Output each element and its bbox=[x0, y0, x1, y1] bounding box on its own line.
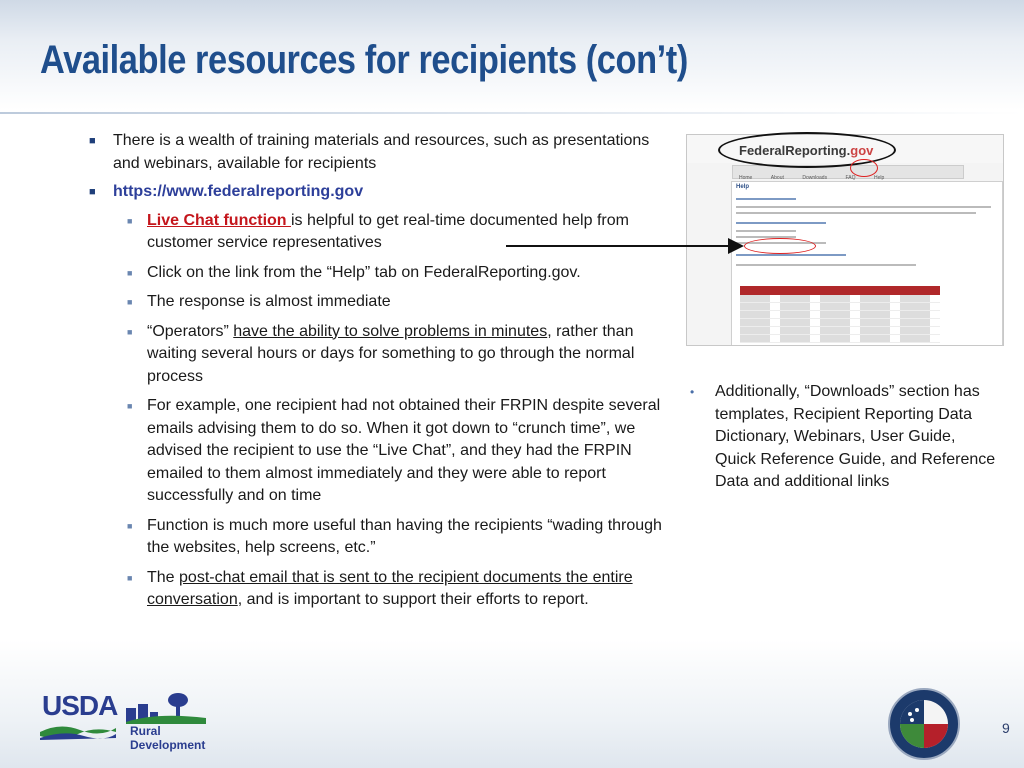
bullet-text: Click on the link from the “Help” tab on FederalReporting.gov. bbox=[147, 263, 581, 281]
sub-bullet-icon: ■ bbox=[127, 267, 133, 278]
seal-icon bbox=[890, 690, 958, 758]
side-note-text: Additionally, “Downloads” section has templates, Recipient Reporting Data Dictionary, Webinars, User Guide, Quick Reference Guide, and Reference Data and additional links bbox=[715, 383, 996, 490]
nav-faq: FAQ bbox=[845, 175, 856, 181]
live-chat-link[interactable]: Live Chat function bbox=[147, 211, 291, 229]
page-number: 9 bbox=[1002, 720, 1010, 736]
nav-help: Help bbox=[874, 175, 885, 181]
underlined-text: have the ability to solve problems in minutes bbox=[233, 322, 548, 340]
underlined-text: post-chat email that is sent to the recipient documents the entire conversation bbox=[147, 568, 633, 608]
screenshot-nav bbox=[732, 165, 964, 179]
help-panel-title: Help bbox=[736, 184, 750, 190]
square-bullet-icon: ■ bbox=[89, 186, 96, 198]
logo-gov-text: gov bbox=[850, 143, 874, 158]
sub-bullet-item bbox=[86, 291, 666, 314]
bullet-text: , and is important to support their efforts to report. bbox=[237, 591, 589, 608]
sub-bullet-item bbox=[86, 567, 666, 612]
usda-hills-icon bbox=[40, 722, 116, 740]
usda-rural-development-logo bbox=[40, 690, 210, 750]
water-tower-icon bbox=[126, 690, 206, 724]
help-panel bbox=[731, 181, 1003, 346]
bullet-text: The response is almost immediate bbox=[147, 293, 391, 310]
slide-title: Available resources for recipients (con’t) bbox=[40, 38, 688, 82]
bullet-text: For example, one recipient had not obtained their FRPIN despite several emails advising them to do so. When it got down to “crunch time”, we advised the recipient to use the “Live Chat”, and they had the FRPIN emailed to them almost immediately and they were able to report successfully and on time bbox=[147, 397, 661, 504]
bullet-text: Function is much more useful than having the recipients “wading through the websites, help screens, etc.” bbox=[147, 516, 662, 556]
recovery-gov-seal bbox=[888, 688, 960, 760]
sub-bullet-item bbox=[86, 515, 666, 560]
sub-bullet-item bbox=[86, 395, 666, 508]
title-divider bbox=[0, 112, 1024, 114]
bullet-text: , rather than waiting several hours or days for something to go through the normal process bbox=[147, 322, 635, 385]
side-note bbox=[690, 381, 996, 494]
sub-bullet-item bbox=[86, 321, 666, 389]
hours-table bbox=[740, 286, 940, 343]
bullet-item bbox=[86, 181, 666, 204]
bullet-text: There is a wealth of training materials and resources, such as presentations and webinars, available for recipients bbox=[113, 132, 650, 172]
bullet-text: The bbox=[147, 568, 180, 586]
sub-bullet-item bbox=[86, 210, 666, 255]
live-chat-highlight bbox=[744, 238, 816, 254]
sub-bullet-icon: ■ bbox=[127, 326, 133, 337]
round-bullet-icon: • bbox=[690, 385, 695, 399]
bullet-list bbox=[86, 130, 666, 619]
bullet-text: “Operators” bbox=[147, 322, 234, 340]
logo-text: FederalReporting. bbox=[739, 143, 851, 158]
help-tab-highlight bbox=[850, 159, 878, 177]
logo-line2: Development bbox=[130, 738, 206, 752]
sub-bullet-icon: ■ bbox=[127, 215, 133, 226]
usda-wordmark: USDA bbox=[42, 690, 118, 721]
federalreporting-link[interactable]: https://www.federalreporting.gov bbox=[113, 183, 364, 200]
sub-bullet-icon: ■ bbox=[127, 401, 133, 411]
sub-bullet-icon: ■ bbox=[127, 297, 133, 307]
bullet-item bbox=[86, 130, 666, 175]
sub-bullet-item bbox=[86, 262, 666, 285]
logo-line1: Rural bbox=[130, 724, 161, 738]
nav-about: About bbox=[770, 175, 784, 181]
nav-downloads: Downloads bbox=[802, 175, 828, 181]
bullet-text: is helpful to get real-time documented help from customer service representatives bbox=[147, 211, 629, 251]
square-bullet-icon: ■ bbox=[89, 135, 96, 147]
sub-bullet-icon: ■ bbox=[127, 572, 133, 583]
sub-bullet-icon: ■ bbox=[127, 520, 133, 531]
nav-home: Home bbox=[739, 175, 753, 181]
